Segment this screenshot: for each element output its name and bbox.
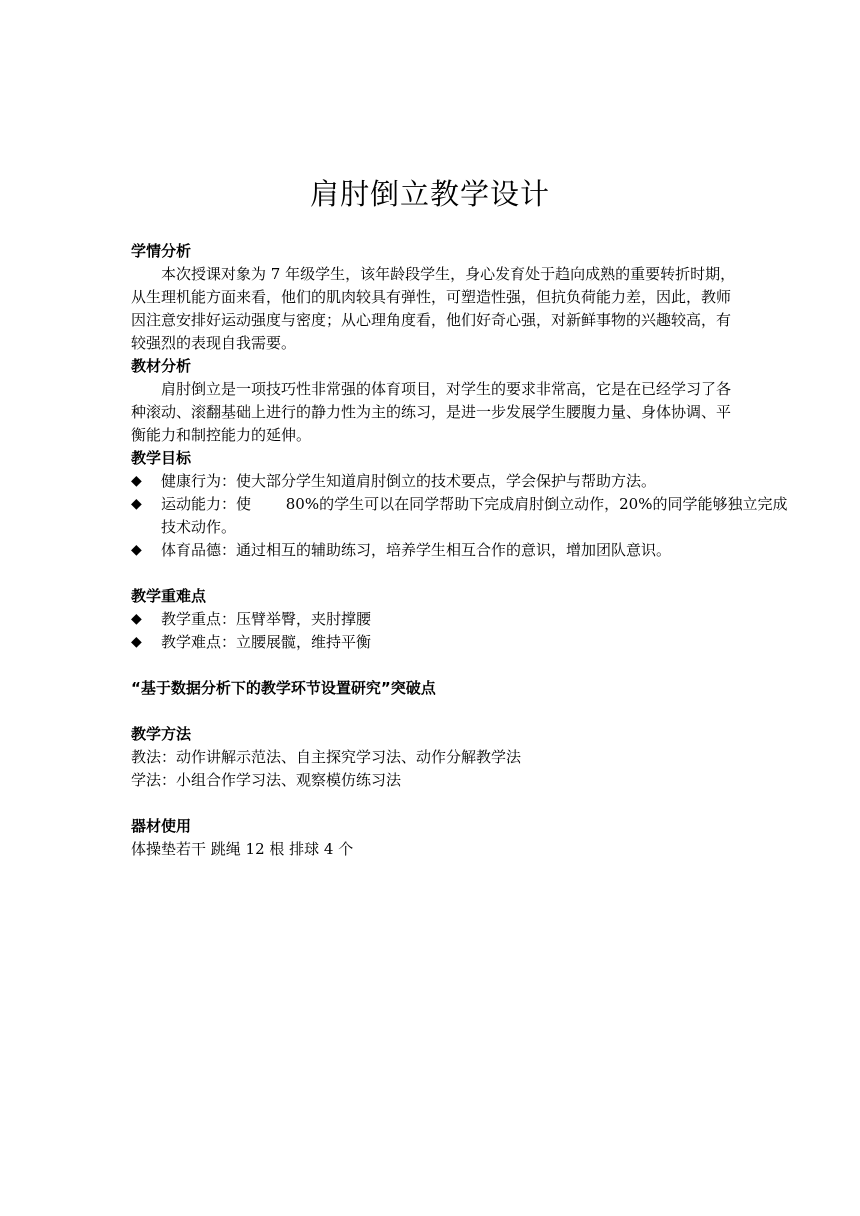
list-item <box>131 493 801 539</box>
section-student-analysis <box>131 240 801 355</box>
diamond-bullet-icon: ◆ <box>131 634 142 650</box>
document-title: 肩肘倒立教学设计 <box>309 177 550 211</box>
diamond-bullet-icon: ◆ <box>131 496 142 512</box>
section-heading: 教材分析 <box>131 357 192 375</box>
section-material-analysis <box>131 355 801 447</box>
section-key-points <box>131 585 801 654</box>
diamond-bullet-icon: ◆ <box>131 611 142 627</box>
learning-method-line: 学法：小组合作学习法、观察模仿练习法 <box>131 771 402 789</box>
section-breakthrough <box>131 677 801 700</box>
diamond-bullet-icon: ◆ <box>131 542 142 558</box>
section-heading: 器材使用 <box>131 817 192 835</box>
section-heading: 学情分析 <box>131 242 192 260</box>
section-equipment <box>131 815 801 861</box>
section-heading: 教学目标 <box>131 449 192 467</box>
spacer <box>131 654 801 677</box>
section-paragraph: 肩肘倒立是一项技巧性非常强的体育项目，对学生的要求非常高，它是在已经学习了各种滚动、滚翻基础上进行的静力性为主的练习，是进一步发展学生腰腹力量、身体协调、平衡能力和制控能力的延伸。 <box>131 380 732 444</box>
diamond-bullet-icon: ◆ <box>131 473 142 489</box>
equipment-line: 体操垫若干 跳绳 12 根 排球 4 个 <box>131 840 354 858</box>
section-methods <box>131 723 801 792</box>
section-heading: 教学重难点 <box>131 587 207 605</box>
section-objectives <box>131 447 801 562</box>
teaching-method-line: 教法：动作讲解示范法、自主探究学习法、动作分解教学法 <box>131 748 522 766</box>
list-item-text: 健康行为：使大部分学生知道肩肘倒立的技术要点，学会保护与帮助方法。 <box>161 472 657 490</box>
section-heading: “基于数据分析下的教学环节设置研究”突破点 <box>131 679 436 697</box>
list-item <box>131 470 801 493</box>
spacer <box>131 792 801 815</box>
list-item-text: 运动能力：使 80%的学生可以在同学帮助下完成肩肘倒立动作，20%的同学能够独立完成技术动作。 <box>161 495 788 536</box>
spacer <box>131 562 801 585</box>
list-item-text: 教学难点：立腰展髋，维持平衡 <box>161 633 372 651</box>
list-item-text: 体育品德：通过相互的辅助练习，培养学生相互合作的意识，增加团队意识。 <box>161 541 672 559</box>
section-paragraph: 本次授课对象为 7 年级学生，该年龄段学生，身心发育处于趋向成熟的重要转折时期，从生理机能方面来看，他们的肌肉较具有弹性，可塑造性强，但抗负荷能力差，因此，教师因注意安排好运动强度与密度；从心理角度看，他们好奇心强，对新鲜事物的兴趣较高，有较强烈的表现自我需要。 <box>131 265 736 352</box>
spacer <box>131 700 801 723</box>
list-item <box>131 539 801 562</box>
section-heading: 教学方法 <box>131 725 192 743</box>
list-item <box>131 608 801 631</box>
document-body <box>131 240 801 861</box>
list-item <box>131 631 801 654</box>
list-item-text: 教学重点：压臂举臀，夹肘撑腰 <box>161 610 372 628</box>
